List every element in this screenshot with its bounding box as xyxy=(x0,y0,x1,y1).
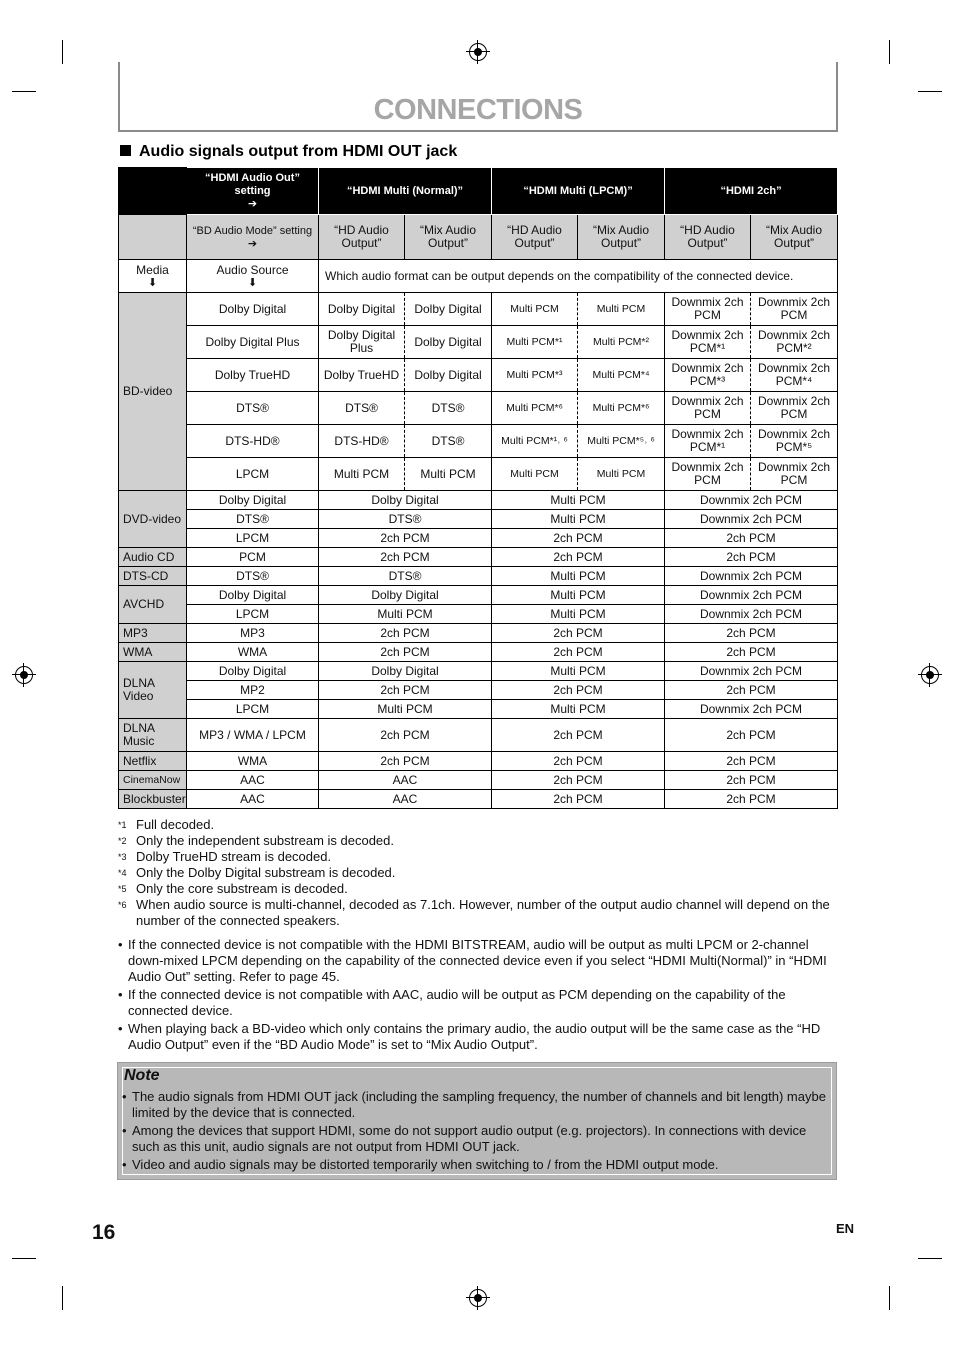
table-cell: Multi PCM xyxy=(492,491,665,510)
bullet-dot-icon: • xyxy=(118,1021,123,1036)
bullet-dot-icon: • xyxy=(122,1089,127,1104)
table-cell: Downmix 2ch PCM xyxy=(665,392,751,425)
bullet-item xyxy=(118,937,838,985)
table-cell: Downmix 2ch PCM*² xyxy=(751,326,838,359)
down-arrow-icon: ⬇ xyxy=(147,276,158,289)
table-cell: Downmix 2ch PCM*⁴ xyxy=(751,359,838,392)
footnote-mark: *1 xyxy=(118,820,127,830)
footnote xyxy=(118,881,836,897)
table-cell: Multi PCM*¹˒ ⁶ xyxy=(492,425,578,458)
table-cell: 2ch PCM xyxy=(319,752,492,771)
table-cell: 2ch PCM xyxy=(492,681,665,700)
table-cell: Dolby TrueHD xyxy=(187,359,319,392)
table-cell: MP3 / WMA / LPCM xyxy=(187,719,319,752)
table-cell: 2ch PCM xyxy=(492,643,665,662)
registration-mark-icon xyxy=(469,43,487,61)
table-cell: PCM xyxy=(187,548,319,567)
bullet-item xyxy=(118,987,838,1019)
footnotes xyxy=(118,817,836,929)
bullet-dot-icon: • xyxy=(118,987,123,1002)
subheader-mix: “Mix Audio Output” xyxy=(578,215,665,260)
table-row xyxy=(119,326,838,359)
table-cell: LPCM xyxy=(187,529,319,548)
media-cell: Audio CD xyxy=(119,548,187,567)
bullet-text: When playing back a BD-video which only contains the primary audio, the audio output will be the same case as the “HD Audio Output” even if the “BD Audio Mode” is set to “Mix Audio Output”. xyxy=(128,1021,821,1052)
footnote-text: When audio source is multi-channel, decoded as 7.1ch. However, number of the output audio channel will depend on the number of the connected speakers. xyxy=(136,897,830,928)
table-cell: Downmix 2ch PCM xyxy=(751,392,838,425)
table-cell: Multi PCM xyxy=(578,293,665,326)
media-cell: Netflix xyxy=(119,752,187,771)
table-cell: WMA xyxy=(187,752,319,771)
table-subheader-row xyxy=(119,215,838,260)
table-header-row xyxy=(119,168,838,215)
media-cell: DLNA Video xyxy=(119,662,187,719)
title-frame xyxy=(118,62,838,132)
table-cell: DTS® xyxy=(187,392,319,425)
table-cell: DTS® xyxy=(405,425,492,458)
table-cell: 2ch PCM xyxy=(319,719,492,752)
table-cell: DTS® xyxy=(319,510,492,529)
crop-mark xyxy=(62,40,63,64)
table-cell: 2ch PCM xyxy=(492,529,665,548)
table-cell: 2ch PCM xyxy=(665,790,838,809)
table-cell: 2ch PCM xyxy=(492,548,665,567)
note-list xyxy=(122,1089,826,1175)
square-bullet-icon xyxy=(120,145,131,156)
table-cell: 2ch PCM xyxy=(492,752,665,771)
table-cell: 2ch PCM xyxy=(492,719,665,752)
table-cell: Downmix 2ch PCM xyxy=(665,510,838,529)
header-audio-out-label: “HDMI Audio Out” setting xyxy=(205,172,300,197)
table-row xyxy=(119,425,838,458)
bullet-notes xyxy=(118,937,838,1055)
table-cell: Downmix 2ch PCM xyxy=(665,293,751,326)
table-cell: Multi PCM*¹ xyxy=(492,326,578,359)
table-cell: Multi PCM*⁶ xyxy=(492,392,578,425)
crop-mark xyxy=(918,91,942,92)
table-cell: Downmix 2ch PCM*⁵ xyxy=(751,425,838,458)
crop-mark xyxy=(918,1258,942,1259)
table-cell: Dolby TrueHD xyxy=(319,359,405,392)
table-cell: Multi PCM*⁵˒ ⁶ xyxy=(578,425,665,458)
table-cell: Multi PCM*³ xyxy=(492,359,578,392)
table-cell: 2ch PCM xyxy=(665,771,838,790)
table-row xyxy=(119,719,838,752)
bullet-dot-icon: • xyxy=(122,1157,127,1172)
table-row xyxy=(119,771,838,790)
table-row xyxy=(119,359,838,392)
subheader-blank xyxy=(119,215,187,260)
table-cell: LPCM xyxy=(187,700,319,719)
table-cell: DTS® xyxy=(187,510,319,529)
section-title-text: Audio signals output from HDMI OUT jack xyxy=(139,143,458,160)
table-cell: Dolby Digital xyxy=(187,586,319,605)
table-cell: MP2 xyxy=(187,681,319,700)
table-row xyxy=(119,567,838,586)
table-cell: 2ch PCM xyxy=(319,643,492,662)
table-cell: Multi PCM xyxy=(578,458,665,491)
footnote-mark: *2 xyxy=(118,836,127,846)
header-multi-lpcm: “HDMI Multi (LPCM)” xyxy=(492,168,665,215)
crop-mark xyxy=(12,1258,36,1259)
note-text: Video and audio signals may be distorted temporarily when switching to / from the HDMI output mode. xyxy=(132,1157,719,1172)
compatibility-note: Which audio format can be output depends on the compatibility of the connected device. xyxy=(319,260,838,293)
table-cell: AAC xyxy=(319,790,492,809)
table-cell: DTS-HD® xyxy=(319,425,405,458)
table-cell: Multi PCM*⁶ xyxy=(578,392,665,425)
footnote-mark: *4 xyxy=(118,868,127,878)
table-cell: Dolby Digital xyxy=(319,662,492,681)
page-title: CONNECTIONS xyxy=(373,94,583,126)
subheader-mix: “Mix Audio Output” xyxy=(405,215,492,260)
table-cell: Downmix 2ch PCM xyxy=(665,567,838,586)
table-cell: LPCM xyxy=(187,458,319,491)
table-row xyxy=(119,529,838,548)
table-cell: Downmix 2ch PCM*¹ xyxy=(665,425,751,458)
header-multi-normal: “HDMI Multi (Normal)” xyxy=(319,168,492,215)
table-cell: Multi PCM xyxy=(492,586,665,605)
media-cell: MP3 xyxy=(119,624,187,643)
footnote-text: Dolby TrueHD stream is decoded. xyxy=(136,849,332,864)
table-cell: 2ch PCM xyxy=(492,771,665,790)
table-cell: 2ch PCM xyxy=(665,548,838,567)
table-cell: Downmix 2ch PCM xyxy=(665,491,838,510)
table-cell: Dolby Digital xyxy=(319,491,492,510)
table-cell: Multi PCM xyxy=(319,605,492,624)
table-cell: 2ch PCM xyxy=(492,790,665,809)
media-cell: WMA xyxy=(119,643,187,662)
table-cell: Dolby Digital xyxy=(405,293,492,326)
bullet-dot-icon: • xyxy=(118,937,123,952)
table-cell: Dolby Digital Plus xyxy=(319,326,405,359)
header-audio-out xyxy=(187,168,319,215)
table-cell: Dolby Digital xyxy=(405,326,492,359)
media-cell: Blockbuster xyxy=(119,790,187,809)
note-text: The audio signals from HDMI OUT jack (including the sampling frequency, the number of channels and bit length) maybe limited by the device that is connected. xyxy=(132,1089,826,1120)
media-label: Media xyxy=(136,262,169,277)
language-label: EN xyxy=(836,1221,855,1236)
table-cell: Downmix 2ch PCM xyxy=(665,700,838,719)
media-cell: BD-video xyxy=(119,293,187,491)
table-cell: Multi PCM xyxy=(405,458,492,491)
table-cell: 2ch PCM xyxy=(665,719,838,752)
table-row xyxy=(119,643,838,662)
table-cell: AAC xyxy=(187,790,319,809)
media-cell: DLNA Music xyxy=(119,719,187,752)
table-cell: DTS® xyxy=(319,567,492,586)
page-number: 16 xyxy=(92,1221,116,1244)
footnote xyxy=(118,897,836,929)
audio-source-label-cell xyxy=(187,260,319,293)
table-row xyxy=(119,624,838,643)
header-blank xyxy=(119,168,187,215)
footnote-text: Only the independent substream is decoded. xyxy=(136,833,395,848)
table-cell: Downmix 2ch PCM xyxy=(665,662,838,681)
right-arrow-icon: ➔ xyxy=(247,198,258,210)
footnote xyxy=(118,817,836,833)
table-cell: Multi PCM xyxy=(492,567,665,586)
table-cell: Multi PCM xyxy=(319,458,405,491)
table-row xyxy=(119,662,838,681)
table-row xyxy=(119,605,838,624)
table-cell: 2ch PCM xyxy=(319,681,492,700)
table-cell: Downmix 2ch PCM xyxy=(665,586,838,605)
table-cell: 2ch PCM xyxy=(665,643,838,662)
footnote-mark: *3 xyxy=(118,852,127,862)
footnote-mark: *5 xyxy=(118,884,127,894)
right-arrow-icon: ➔ xyxy=(247,237,258,250)
media-cell: DTS-CD xyxy=(119,567,187,586)
table-cell: Multi PCM xyxy=(319,700,492,719)
subheader-bd-audio-mode xyxy=(187,215,319,260)
down-arrow-icon: ⬇ xyxy=(247,276,258,289)
table-cell: Dolby Digital xyxy=(187,293,319,326)
bullet-dot-icon: • xyxy=(122,1123,127,1138)
crop-mark xyxy=(12,91,36,92)
table-cell: DTS® xyxy=(319,392,405,425)
table-cell: 2ch PCM xyxy=(665,624,838,643)
table-cell: Multi PCM*⁴ xyxy=(578,359,665,392)
table-cell: MP3 xyxy=(187,624,319,643)
table-cell: 2ch PCM xyxy=(492,624,665,643)
footnote-mark: *6 xyxy=(118,900,127,910)
table-cell: Multi PCM xyxy=(492,293,578,326)
note-title: Note xyxy=(124,1067,160,1084)
table-cell: Downmix 2ch PCM*¹ xyxy=(665,326,751,359)
crop-mark xyxy=(889,1286,890,1310)
note-item xyxy=(122,1123,826,1155)
crop-mark xyxy=(62,1286,63,1310)
table-row xyxy=(119,510,838,529)
table-row xyxy=(119,752,838,771)
footnote-text: Only the Dolby Digital substream is decoded. xyxy=(136,865,396,880)
table-cell: DTS® xyxy=(405,392,492,425)
table-cell: 2ch PCM xyxy=(665,529,838,548)
media-cell: DVD-video xyxy=(119,491,187,548)
table-cell: Multi PCM*² xyxy=(578,326,665,359)
audio-signal-table xyxy=(118,167,838,809)
table-row xyxy=(119,458,838,491)
registration-mark-icon xyxy=(469,1289,487,1307)
header-2ch: “HDMI 2ch” xyxy=(665,168,838,215)
media-cell: CinemaNow xyxy=(119,771,187,790)
crop-mark xyxy=(889,40,890,64)
note-item xyxy=(122,1157,826,1173)
table-cell: Downmix 2ch PCM*³ xyxy=(665,359,751,392)
table-row xyxy=(119,392,838,425)
footnote-text: Only the core substream is decoded. xyxy=(136,881,348,896)
table-cell: Dolby Digital xyxy=(187,491,319,510)
footnote xyxy=(118,865,836,881)
audio-source-label: Audio Source xyxy=(216,262,289,277)
table-cell: 2ch PCM xyxy=(319,624,492,643)
table-row xyxy=(119,790,838,809)
table-cell: LPCM xyxy=(187,605,319,624)
table-cell: Multi PCM xyxy=(492,458,578,491)
table-cell: DTS-HD® xyxy=(187,425,319,458)
table-row xyxy=(119,586,838,605)
table-cell: Dolby Digital xyxy=(405,359,492,392)
table-cell: Downmix 2ch PCM xyxy=(751,293,838,326)
bullet-text: If the connected device is not compatible with AAC, audio will be output as PCM depending on the capability of the connected device. xyxy=(128,987,786,1018)
media-label-cell xyxy=(119,260,187,293)
section-title xyxy=(120,143,457,161)
table-row xyxy=(119,681,838,700)
subheader-hd: “HD Audio Output” xyxy=(665,215,751,260)
bullet-text: If the connected device is not compatible with the HDMI BITSTREAM, audio will be output as multi LPCM or 2-channel down-mixed LPCM depending on the capability of the connected device even if you select “HDMI Multi(Normal)” in “HDMI Audio Out” setting. Refer to page 45. xyxy=(128,937,827,984)
footnote xyxy=(118,833,836,849)
table-cell: Dolby Digital Plus xyxy=(187,326,319,359)
table-row xyxy=(119,491,838,510)
table-row xyxy=(119,700,838,719)
table-cell: 2ch PCM xyxy=(319,548,492,567)
registration-mark-icon xyxy=(15,666,33,684)
table-cell: Multi PCM xyxy=(492,510,665,529)
table-cell: Downmix 2ch PCM xyxy=(665,458,751,491)
table-cell: Multi PCM xyxy=(492,605,665,624)
subheader-mix: “Mix Audio Output” xyxy=(751,215,838,260)
footnote-text: Full decoded. xyxy=(136,817,215,832)
table-cell: Downmix 2ch PCM xyxy=(665,605,838,624)
table-cell: 2ch PCM xyxy=(665,752,838,771)
note-box xyxy=(117,1062,837,1180)
bullet-item xyxy=(118,1021,838,1053)
media-cell: AVCHD xyxy=(119,586,187,624)
table-cell: Multi PCM xyxy=(492,700,665,719)
table-cell: AAC xyxy=(187,771,319,790)
bd-audio-mode-label: “BD Audio Mode” setting xyxy=(192,224,313,237)
table-cell: Dolby Digital xyxy=(319,293,405,326)
table-row xyxy=(119,293,838,326)
table-cell: 2ch PCM xyxy=(319,529,492,548)
table-row xyxy=(119,548,838,567)
table-cell: AAC xyxy=(319,771,492,790)
table-cell: Multi PCM xyxy=(492,662,665,681)
table-cell: Dolby Digital xyxy=(319,586,492,605)
subheader-hd: “HD Audio Output” xyxy=(492,215,578,260)
note-item xyxy=(122,1089,826,1121)
table-cell: Dolby Digital xyxy=(187,662,319,681)
table-cell: WMA xyxy=(187,643,319,662)
registration-mark-icon xyxy=(921,666,939,684)
footnote xyxy=(118,849,836,865)
table-cell: Downmix 2ch PCM xyxy=(751,458,838,491)
subheader-hd: “HD Audio Output” xyxy=(319,215,405,260)
note-text: Among the devices that support HDMI, some do not support audio output (e.g. projectors). In connections with device such as this unit, audio signals are not output from HDMI OUT jack. xyxy=(132,1123,807,1154)
media-label-row xyxy=(119,260,838,293)
table-cell: DTS® xyxy=(187,567,319,586)
table-cell: 2ch PCM xyxy=(665,681,838,700)
